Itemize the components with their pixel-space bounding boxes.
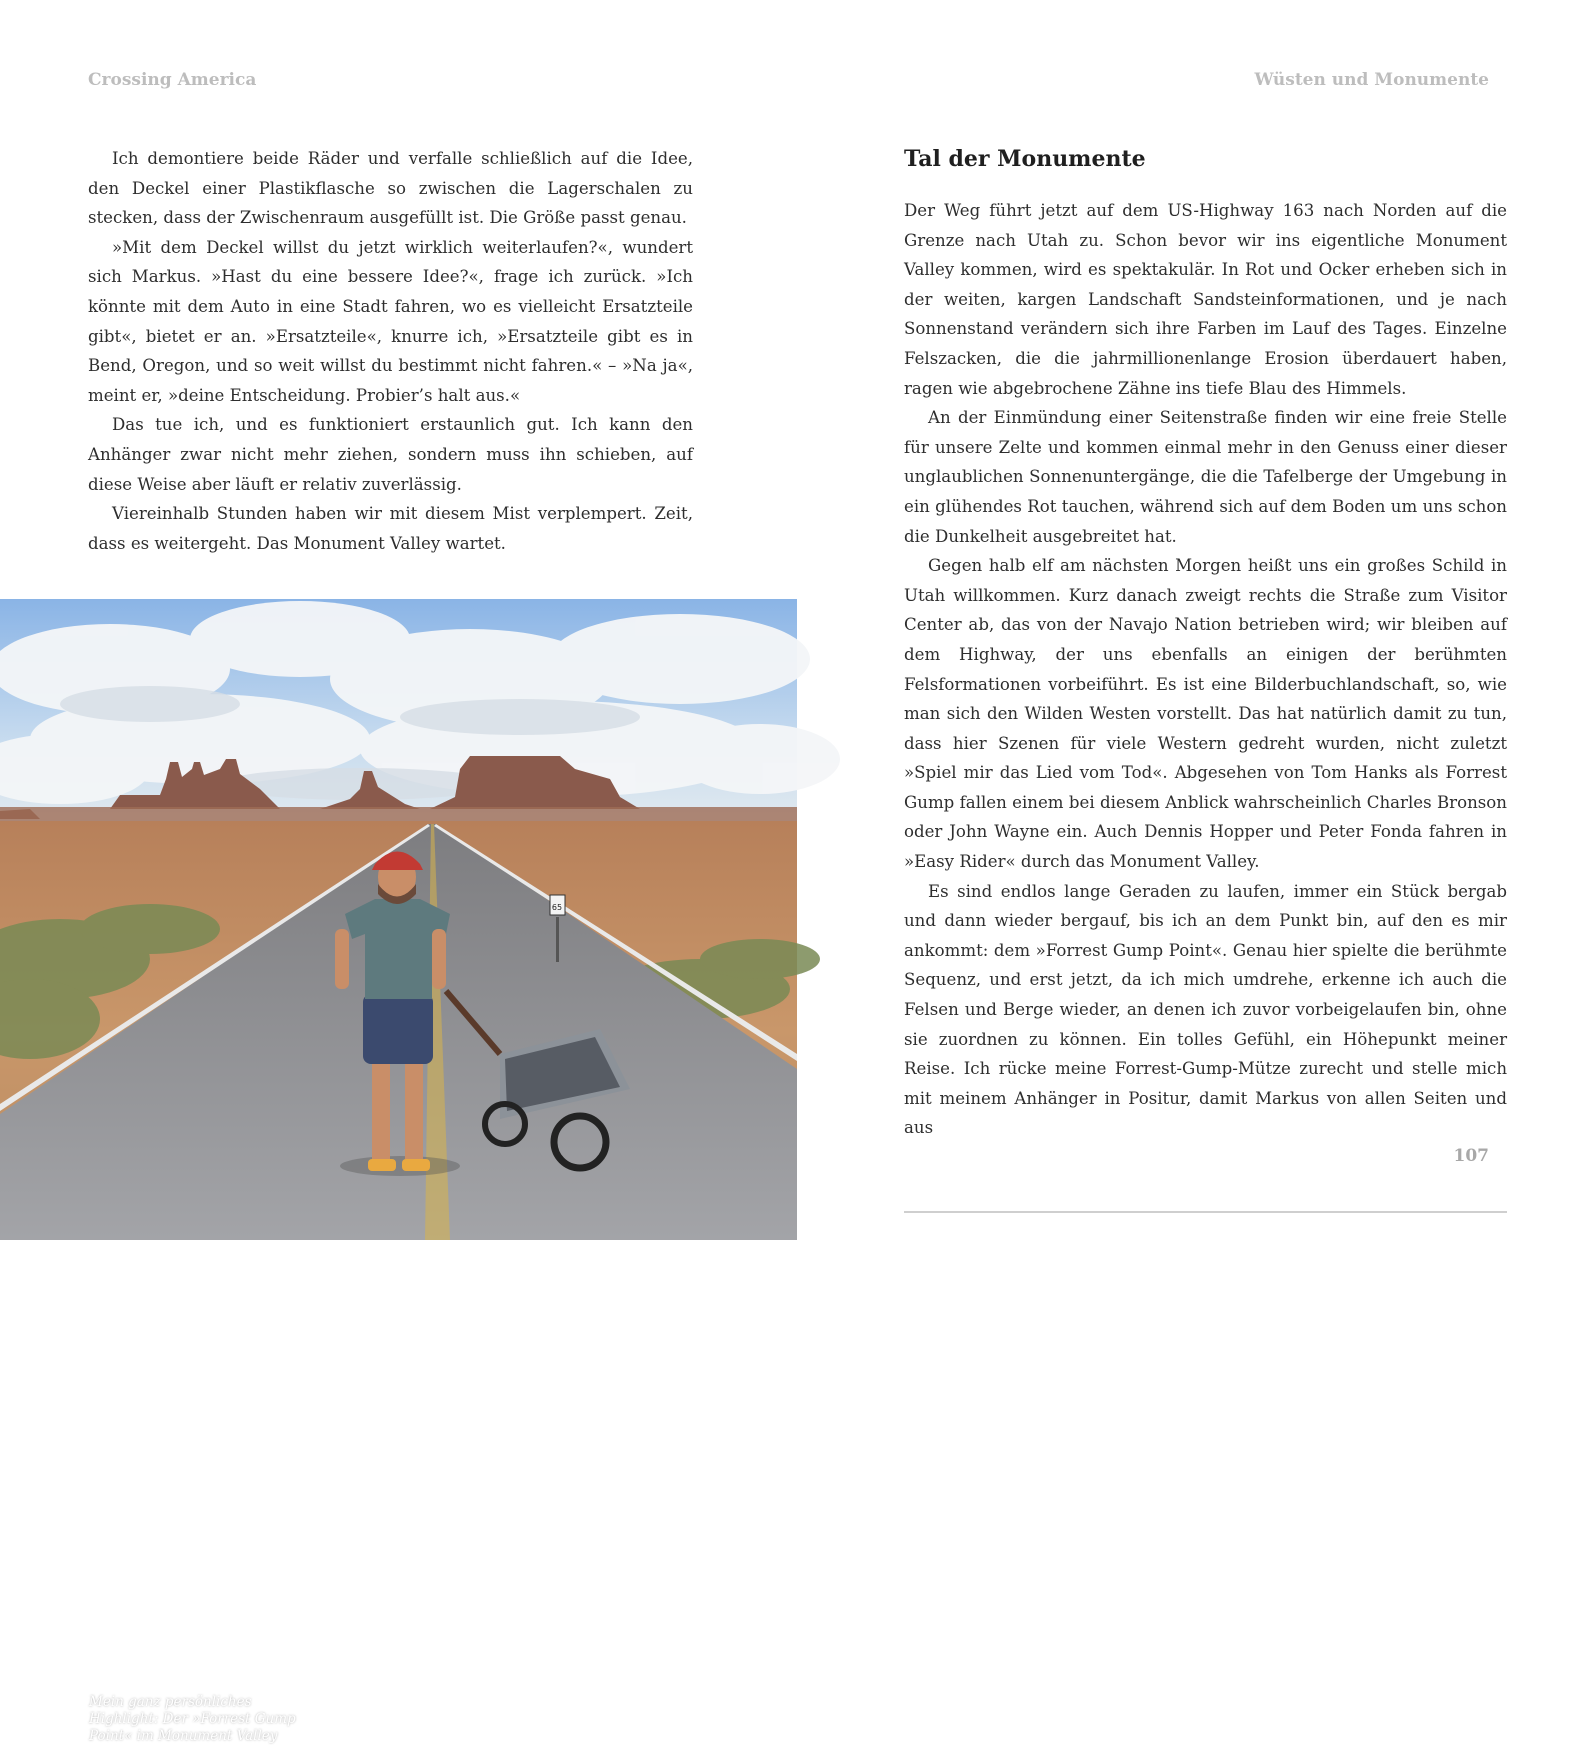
running-head-left: Crossing America — [88, 70, 257, 90]
speed-limit-sign: 65 — [551, 903, 563, 912]
left-paragraph-1: Ich demontiere beide Räder und verfalle schließlich auf die Idee, den Deckel einer Plastikflasche so zwischen die Lagerschalen zu stecken, dass der Zwischenraum ausgefüllt ist. Die Größe passt genau. — [88, 149, 693, 228]
left-paragraph-2: »Mit dem Deckel willst du jetzt wirklich weiterlaufen?«, wundert sich Markus. »Hast du eine bessere Idee?«, frage ich zurück. »Ich könnte mit dem Auto in eine Stadt fahren, wo es vielleicht Ersatzteile gibt«, bietet er an. »Ersatzteile«, knurre ich, »Ersatzteile gibt es in Bend, Oregon, und so weit willst du bestimmt nicht fahren.« – »Na ja«, meint er, »deine Entscheidung. Probier’s halt aus.« — [88, 237, 693, 405]
right-paragraph-3: Gegen halb elf am nächsten Morgen heißt uns ein großes Schild in Utah willkommen. Kurz danach zweigt rechts die Straße zum Visitor Center ab, das von der Navajo Nation betrieben wird; wir bleiben auf dem Highway, der uns ebenfalls an einigen der berühmten Felsformationen vorbeiführt. Es ist eine Bilderbuchlandschaft, so, wie man sich den Wilden Westen vorstellt. Das hat natürlich damit zu tun, dass hier Szenen für viele Western gedreht wurden, nicht zuletzt »Spiel mir das Lied vom Tod«. Abgesehen von Tom Hanks als Forrest Gump fallen einem bei diesem Anblick wahrscheinlich Charles Bronson oder John Wayne ein. Auch Dennis Hopper und Peter Fonda fahren in »Easy Rider« durch das Monument Valley. — [904, 556, 1507, 872]
running-head-right: Wüsten und Monumente — [1254, 70, 1489, 90]
right-paragraph-1: Der Weg führt jetzt auf dem US-Highway 163 nach Norden auf die Grenze nach Utah zu. Schon bevor wir ins eigentliche Monument Valley kommen, wird es spektakulär. In Rot und Ocker erheben sich in der weiten, kargen Landschaft Sandsteinformationen, und je nach Sonnenstand verändern sich ihre Farben im Lauf des Tages. Einzelne Felszacken, die die jahrmillionenlange Erosion überdauert haben, ragen wie abgebrochene Zähne ins tiefe Blau des Himmels. — [904, 201, 1507, 398]
right-page-body — [904, 196, 1507, 1143]
left-paragraph-3: Das tue ich, und es funktioniert erstaunlich gut. Ich kann den Anhänger zwar nicht mehr ziehen, sondern muss ihn schieben, auf diese Weise aber läuft er relativ zuverlässig. — [88, 415, 693, 494]
page-number: 107 — [1453, 1146, 1489, 1166]
footer-rule — [904, 1211, 1507, 1213]
section-title: Tal der Monumente — [904, 146, 1146, 172]
left-paragraph-4: Viereinhalb Stunden haben wir mit diesem Mist verplempert. Zeit, dass es weitergeht. Das Monument Valley wartet. — [88, 504, 693, 553]
left-page-body — [88, 144, 693, 558]
right-paragraph-4: Es sind endlos lange Geraden zu laufen, immer ein Stück bergab und dann wieder bergauf, bis ich an dem Punkt bin, auf den es mir ankommt: dem »Forrest Gump Point«. Genau hier spielte die berühmte Sequenz, und erst jetzt, da ich mich umdrehe, erkenne ich auch die Felsen und Berge wieder, an denen ich zuvor vorbeigelaufen bin, ohne sie zuordnen zu können. Ein tolles Gefühl, ein Höhepunkt meiner Reise. Ich rücke meine Forrest-Gump-Mütze zurecht und stelle mich mit meinem Anhänger in Positur, damit Markus von allen Seiten und aus — [904, 881, 1507, 1138]
monument-valley-photo — [0, 599, 797, 1744]
right-paragraph-2: An der Einmündung einer Seitenstraße finden wir eine freie Stelle für unsere Zelte und kommen einmal mehr in den Genuss einer dieser unglaublichen Sonnenuntergänge, die die Tafelberge der Umgebung in ein glühendes Rot tauchen, während sich auf dem Boden um uns schon die Dunkelheit ausgebreitet hat. — [904, 408, 1507, 546]
photo-caption: Mein ganz persönliches Highlight: Der »Forrest Gump Point« im Monument Valley — [89, 1694, 296, 1744]
